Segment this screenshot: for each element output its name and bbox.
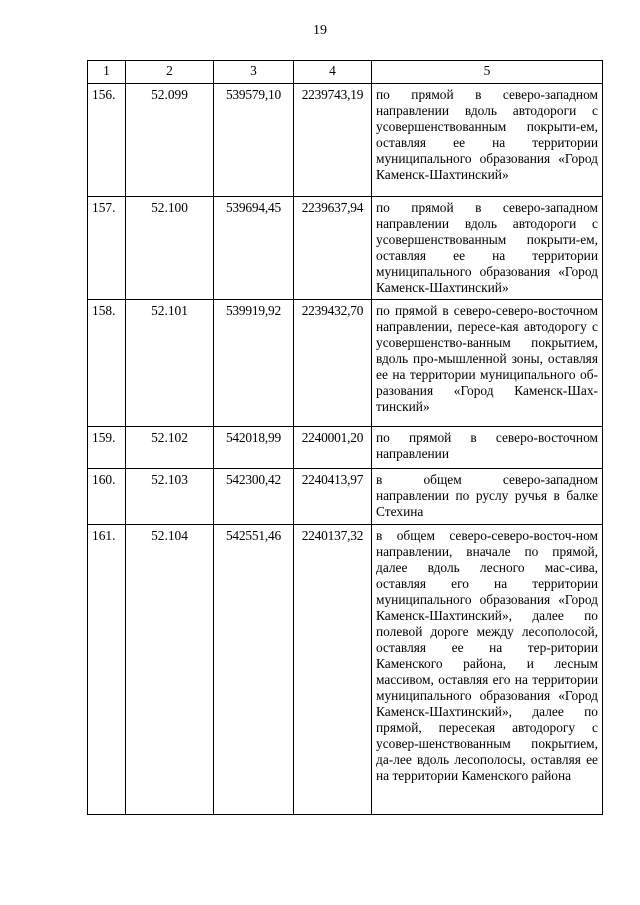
row-number: 161. [88,525,126,815]
coord-x: 539694,45 [214,197,294,300]
col-header-5: 5 [372,61,603,84]
coord-y: 2239432,70 [294,300,372,427]
row-number: 160. [88,469,126,525]
row-number: 158. [88,300,126,427]
point-id: 52.104 [126,525,214,815]
table-header-row [88,61,603,84]
row-number: 159. [88,427,126,469]
coord-y: 2239637,94 [294,197,372,300]
coord-y: 2240137,32 [294,525,372,815]
point-id: 52.103 [126,469,214,525]
table-row [88,427,603,469]
boundary-points-table [87,60,603,815]
col-header-4: 4 [294,61,372,84]
table-row [88,469,603,525]
row-number: 157. [88,197,126,300]
table-row [88,300,603,427]
point-id: 52.102 [126,427,214,469]
point-id: 52.100 [126,197,214,300]
table-row [88,197,603,300]
coord-y: 2239743,19 [294,84,372,197]
page-number: 19 [313,23,327,38]
point-id: 52.099 [126,84,214,197]
boundary-description: по прямой в северо-западном направлении вдоль автодороги с усовершенствованным покрыти-ем, оставляя ее на территории муниципального образования «Город Каменск-Шахтинский» [372,197,603,300]
coord-x: 542018,99 [214,427,294,469]
boundary-description: по прямой в северо-восточном направлении [372,427,603,469]
coord-x: 542300,42 [214,469,294,525]
table-row [88,84,603,197]
coord-x: 542551,46 [214,525,294,815]
row-number: 156. [88,84,126,197]
coord-y: 2240001,20 [294,427,372,469]
table-row [88,525,603,815]
boundary-description: в общем северо-западном направлении по руслу ручья в балке Стехина [372,469,603,525]
boundary-description: по прямой в северо-северо-восточном направлении, пересе-кая автодорогу с усовершенство-ванным покрытием, вдоль про-мышленной зоны, оставляя ее на территории муниципального об-разования «Город Каменск-Шах-тинский» [372,300,603,427]
point-id: 52.101 [126,300,214,427]
boundary-description: в общем северо-северо-восточ-ном направлении, вначале по прямой, далее вдоль лесного мас-сива, оставляя его на территории муниципального образования «Город Каменск-Шахтинский», далее по полевой дороге между лесополосой, оставляя ее на тер-ритории Каменского района, и лесным массивом, оставляя его на территории муниципального образования «Город Каменск-Шахтинский», далее по прямой, пересекая автодорогу с усовер-шенствованным покрытием, да-лее вдоль лесополосы, оставляя ее на территории Каменского района [372,525,603,815]
col-header-2: 2 [126,61,214,84]
boundary-description: по прямой в северо-западном направлении вдоль автодороги с усовершенствованным покрыти-ем, оставляя ее на территории муниципального образования «Город Каменск-Шахтинский» [372,84,603,197]
col-header-1: 1 [88,61,126,84]
coord-x: 539579,10 [214,84,294,197]
col-header-3: 3 [214,61,294,84]
coord-x: 539919,92 [214,300,294,427]
coord-y: 2240413,97 [294,469,372,525]
